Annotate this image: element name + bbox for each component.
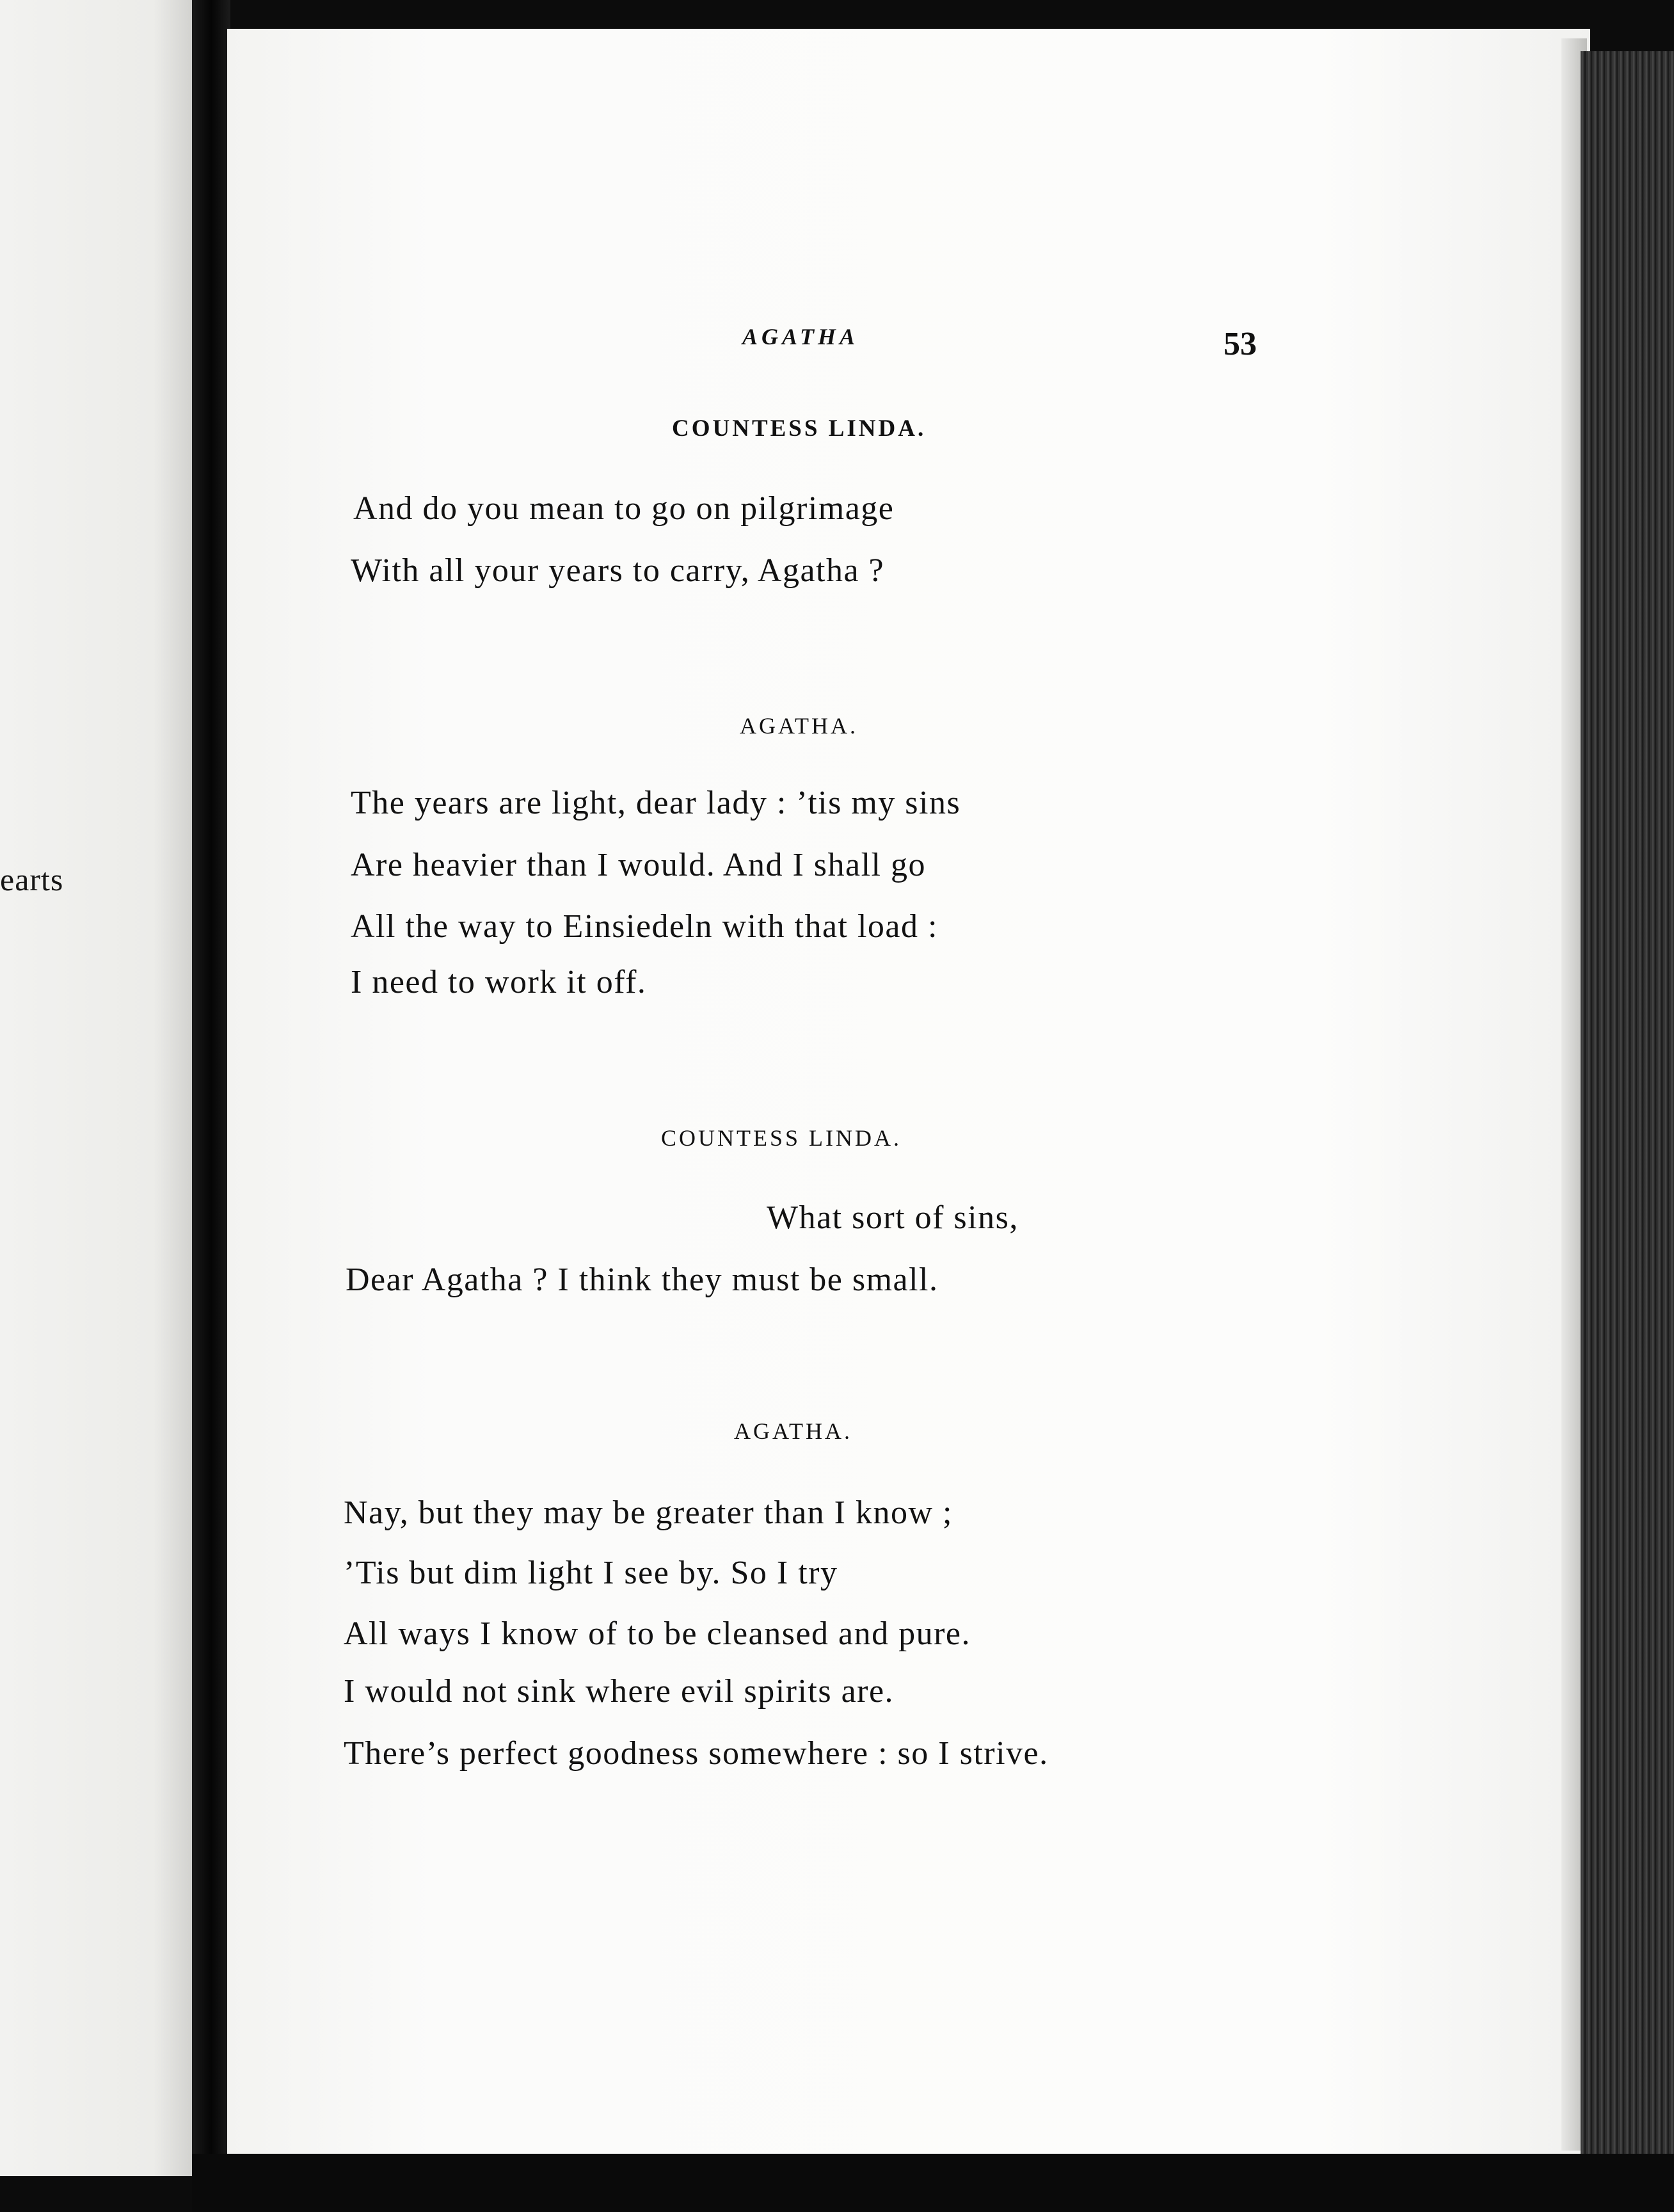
verse-line: With all your years to carry, Agatha ? — [351, 552, 885, 589]
verse-line: All ways I know of to be cleansed and pure. — [344, 1615, 971, 1652]
verse-line: And do you mean to go on pilgrimage — [353, 490, 895, 527]
verse-line: ’Tis but dim light I see by. So I try — [344, 1555, 838, 1591]
left-page-text-fragment: earts — [0, 862, 64, 897]
verse-line: I would not sink where evil spirits are. — [344, 1673, 895, 1710]
running-title: AGATHA — [742, 324, 859, 349]
verse-line: Nay, but they may be greater than I know ; — [344, 1495, 953, 1531]
page-number: 53 — [1224, 326, 1257, 362]
speaker-heading: COUNTESS LINDA. — [661, 1125, 902, 1151]
verse-line: All the way to Einsiedeln with that load : — [351, 908, 938, 945]
bottom-shadow — [192, 2154, 1674, 2212]
speaker-heading: AGATHA. — [734, 1418, 852, 1444]
verse-line: Are heavier than I would. And I shall go — [351, 847, 927, 883]
verse-line: The years are light, dear lady : ’tis my sins — [351, 785, 961, 821]
speaker-heading: COUNTESS LINDA. — [672, 415, 927, 442]
left-page — [0, 0, 192, 2176]
book-spine — [192, 0, 230, 2212]
book-page — [227, 29, 1590, 2154]
verse-line: There’s perfect goodness somewhere : so I strive. — [344, 1735, 1049, 1772]
verse-line: Dear Agatha ? I think they must be small. — [346, 1262, 939, 1298]
speaker-heading: AGATHA. — [740, 713, 858, 739]
page-stack-edge — [1581, 51, 1674, 2157]
verse-line: I need to work it off. — [351, 964, 647, 1000]
verse-line: What sort of sins, — [767, 1199, 1019, 1236]
